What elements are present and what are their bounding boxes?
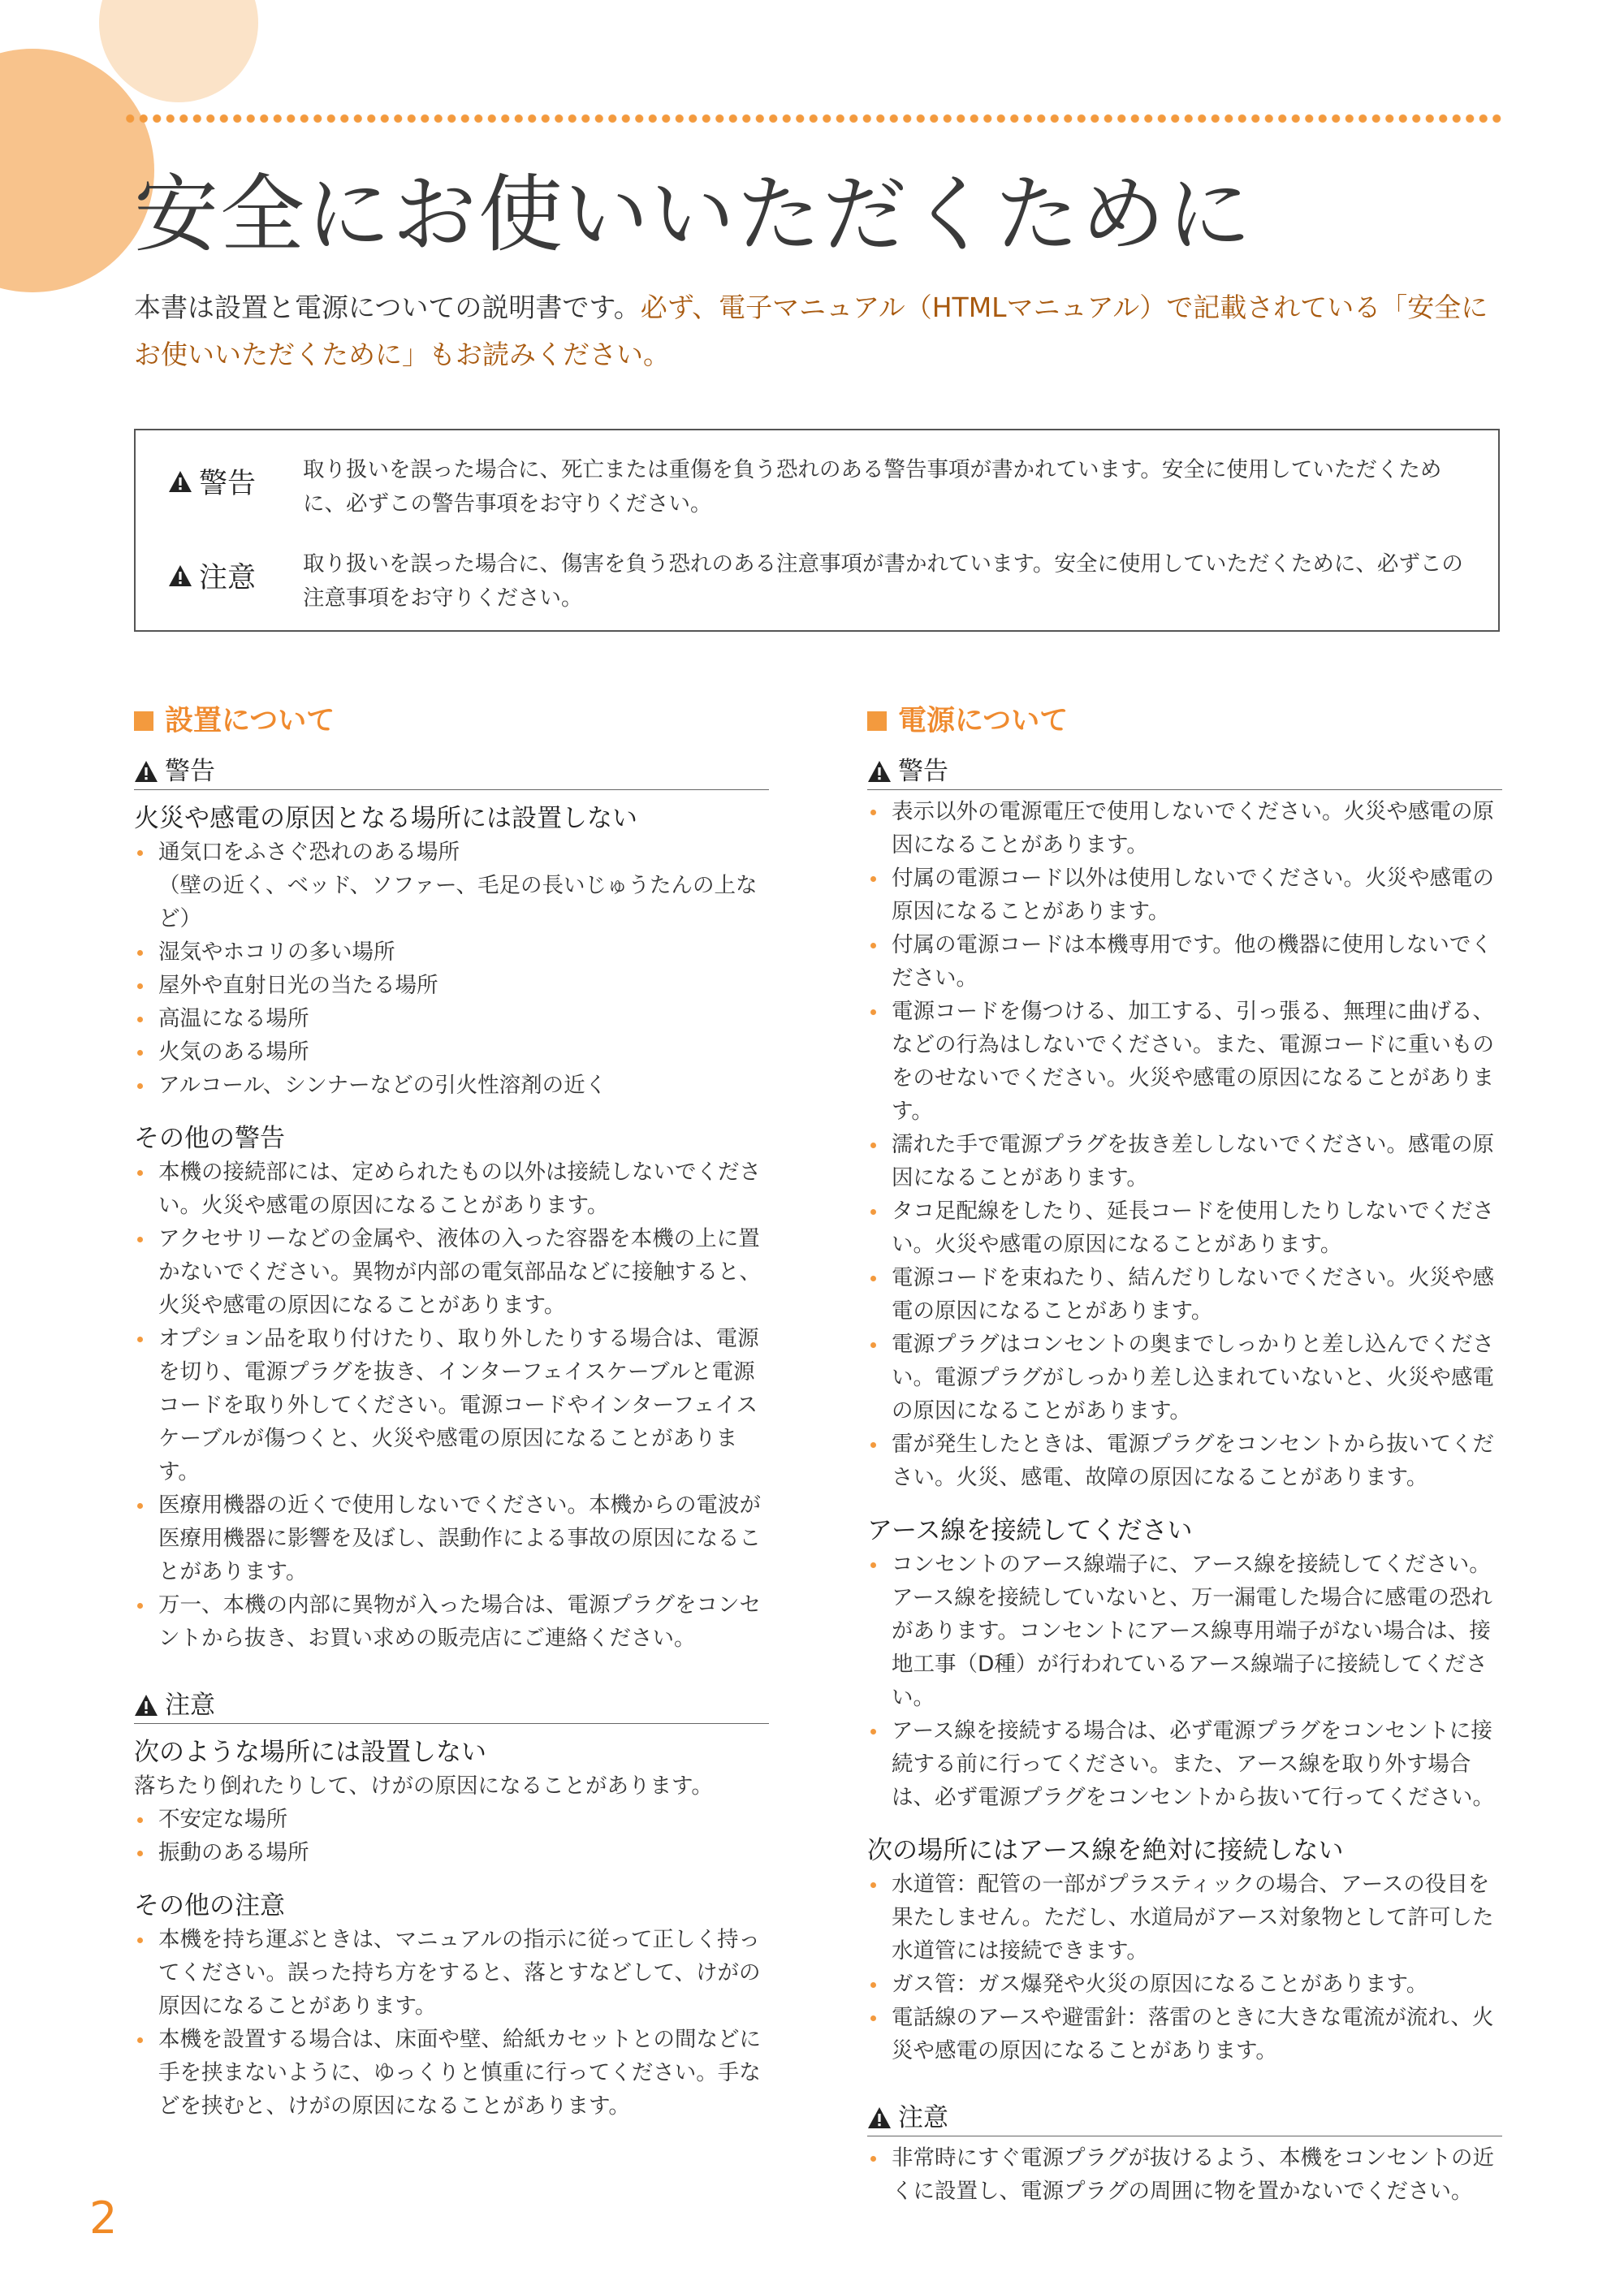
list-item: 医療用機器の近くで使用しないでください。本機からの電波が医療用機器に影響を及ぼし、誤動作による事故の原因になることがあります。 (134, 1488, 769, 1588)
list-item: 付属の電源コード以外は使用しないでください。火災や感電の原因になることがあります。 (867, 862, 1502, 928)
power-earth-list (867, 1548, 1502, 1814)
list-item: 電源コードを傷つける、加工する、引っ張る、無理に曲げる、などの行為はしないでください。また、電源コードに重いものをのせないでください。火災や感電の原因になることがあります。 (867, 995, 1502, 1128)
notice-warning-label (168, 461, 256, 502)
warning-triangle-icon (867, 2106, 892, 2129)
power-caution-heading (867, 2100, 1502, 2136)
list-item: 電源プラグはコンセントの奥までしっかりと差し込んでください。電源プラグがしっかり差し込まれていないと、火災や感電の原因になることがあります。 (867, 1328, 1502, 1428)
warning-triangle-icon (168, 564, 192, 587)
power-section-title (867, 703, 1502, 739)
list-item: オプション品を取り付けたり、取り外したりする場合は、電源を切り、電源プラグを抜き、インターフェイスケーブルと電源コードを取り外してください。電源コードやインターフェイスケーブルが傷つくと、火災や感電の原因になることがあります。 (134, 1322, 769, 1488)
installation-warn-heading1: 火災や感電の原因となる場所には設置しない (134, 804, 637, 833)
list-item: 本機を持ち運ぶときは、マニュアルの指示に従って正しく持ってください。誤った持ち方をすると、落とすなどして、けがの原因になることがあります。 (134, 1923, 769, 2023)
list-item: アクセサリーなどの金属や、液体の入った容器を本機の上に置かないでください。異物が内部の電気部品などに接触すると、火災や感電の原因になることがあります。 (134, 1222, 769, 1322)
installation-warning-heading (134, 754, 769, 790)
notice-legend-box (134, 429, 1500, 632)
installation-title-text: 設置について (165, 705, 335, 737)
list-item: 振動のある場所 (134, 1836, 769, 1869)
notice-warning-text: 取り扱いを誤った場合に、死亡または重傷を負う恐れのある警告事項が書かれています。安全に使用していただくために、必ずこの警告事項をお守りください。 (303, 457, 1442, 516)
intro-paragraph (134, 284, 1514, 378)
installation-caution-label: 注意 (165, 1691, 215, 1720)
power-never-list (867, 1868, 1502, 2067)
installation-caut-note: 落ちたり倒れたりして、けがの原因になることがあります。 (134, 1773, 713, 1799)
page-number: 2 (89, 2192, 118, 2244)
warning-triangle-icon (867, 760, 892, 783)
notice-caution-label (168, 555, 256, 596)
notice-caution-label-text: 注意 (199, 562, 257, 594)
list-item (134, 836, 769, 935)
list-item: 屋外や直射日光の当たる場所 (134, 969, 769, 1002)
installation-caut-list2 (134, 1923, 769, 2123)
installation-caut-heading2: その他の注意 (134, 1891, 285, 1920)
warning-triangle-icon (134, 760, 158, 783)
power-warning-heading (867, 754, 1502, 790)
list-item: 本機を設置する場合は、床面や壁、給紙カセットとの間などに手を挟まないように、ゆっくりと慎重に行ってください。手などを挟むと、けがの原因になることがあります。 (134, 2023, 769, 2123)
list-item: 水道管：配管の一部がプラスティックの場合、アースの役目を果たしません。ただし、水道局がアース対象物として許可した水道管には接続できます。 (867, 1868, 1502, 1968)
list-item: タコ足配線をしたり、延長コードを使用したりしないでください。火災や感電の原因になることがあります。 (867, 1195, 1502, 1261)
list-item-subtext: （壁の近く、ベッド、ソファー、毛足の長いじゅうたんの上など） (158, 873, 758, 931)
installation-caut-heading1: 次のような場所には設置しない (134, 1738, 486, 1767)
installation-column (134, 703, 769, 2123)
list-item: 高温になる場所 (134, 1002, 769, 1035)
list-item: 湿気やホコリの多い場所 (134, 935, 769, 969)
installation-caut-list1 (134, 1803, 769, 1869)
decor-circle-small (99, 0, 258, 102)
power-never-heading: 次の場所にはアース線を絶対に接続しない (867, 1836, 1344, 1865)
list-item: アルコール、シンナーなどの引火性溶剤の近く (134, 1069, 769, 1102)
list-item: 非常時にすぐ電源プラグが抜けるよう、本機をコンセントの近くに設置し、電源プラグの周囲に物を置かないでください。 (867, 2141, 1502, 2208)
power-title-text: 電源について (898, 705, 1069, 737)
list-item: 濡れた手で電源プラグを抜き差ししないでください。感電の原因になることがあります。 (867, 1128, 1502, 1195)
installation-warning-label: 警告 (165, 757, 215, 786)
intro-highlight-text: 必ず、電子マニュアル（HTMLマニュアル）で記載されている「安全にお使いいただくために」もお読みください。 (134, 292, 1488, 370)
list-item: ガス管：ガス爆発や火災の原因になることがあります。 (867, 1968, 1502, 2001)
dotted-rule (123, 114, 1504, 123)
notice-warning-label-text: 警告 (199, 468, 257, 500)
list-item: 不安定な場所 (134, 1803, 769, 1836)
list-item: コンセントのアース線端子に、アース線を接続してください。アース線を接続していないと、万一漏電した場合に感電の恐れがあります。コンセントにアース線専用端子がない場合は、接地工事（D種）が行われているアース線端子に接続してください。 (867, 1548, 1502, 1714)
list-item: 火気のある場所 (134, 1035, 769, 1069)
list-item: 雷が発生したときは、電源プラグをコンセントから抜いてください。火災、感電、故障の原因になることがあります。 (867, 1428, 1502, 1494)
list-item: 付属の電源コードは本機専用です。他の機器に使用しないでください。 (867, 928, 1502, 995)
list-item: アース線を接続する場合は、必ず電源プラグをコンセントに接続する前に行ってください。また、アース線を取り外す場合は、必ず電源プラグをコンセントから抜いて行ってください。 (867, 1714, 1502, 1814)
power-caut-list (867, 2141, 1502, 2208)
list-item-text: 通気口をふさぐ恐れのある場所 (158, 840, 460, 865)
installation-caution-heading (134, 1687, 769, 1724)
installation-warn-heading2: その他の警告 (134, 1124, 285, 1153)
list-item: 本機の接続部には、定められたもの以外は接続しないでください。火災や感電の原因になることがあります。 (134, 1156, 769, 1222)
warning-triangle-icon (168, 470, 192, 493)
power-earth-heading: アース線を接続してください (867, 1516, 1193, 1545)
power-caution-label: 注意 (898, 2103, 948, 2132)
power-warn-list (867, 795, 1502, 1494)
installation-section-title (134, 703, 769, 739)
power-column (867, 703, 1502, 2208)
list-item: 表示以外の電源電圧で使用しないでください。火災や感電の原因になることがあります。 (867, 795, 1502, 862)
intro-plain-text: 本書は設置と電源についての説明書です。 (134, 292, 641, 323)
square-bullet-icon (867, 711, 887, 731)
warning-triangle-icon (134, 1694, 158, 1717)
square-bullet-icon (134, 711, 153, 731)
power-warning-label: 警告 (898, 757, 948, 786)
list-item: 万一、本機の内部に異物が入った場合は、電源プラグをコンセントから抜き、お買い求めの販売店にご連絡ください。 (134, 1588, 769, 1655)
installation-warn-list1 (134, 836, 769, 1102)
list-item: 電話線のアースや避雷針：落雷のときに大きな電流が流れ、火災や感電の原因になることがあります。 (867, 2001, 1502, 2067)
installation-warn-list2 (134, 1156, 769, 1655)
notice-caution-text: 取り扱いを誤った場合に、傷害を負う恐れのある注意事項が書かれています。安全に使用していただくために、必ずこの注意事項をお守りください。 (303, 551, 1463, 611)
list-item: 電源コードを束ねたり、結んだりしないでください。火災や感電の原因になることがあります。 (867, 1261, 1502, 1328)
page-title: 安全にお使いいただくために (134, 165, 1254, 264)
